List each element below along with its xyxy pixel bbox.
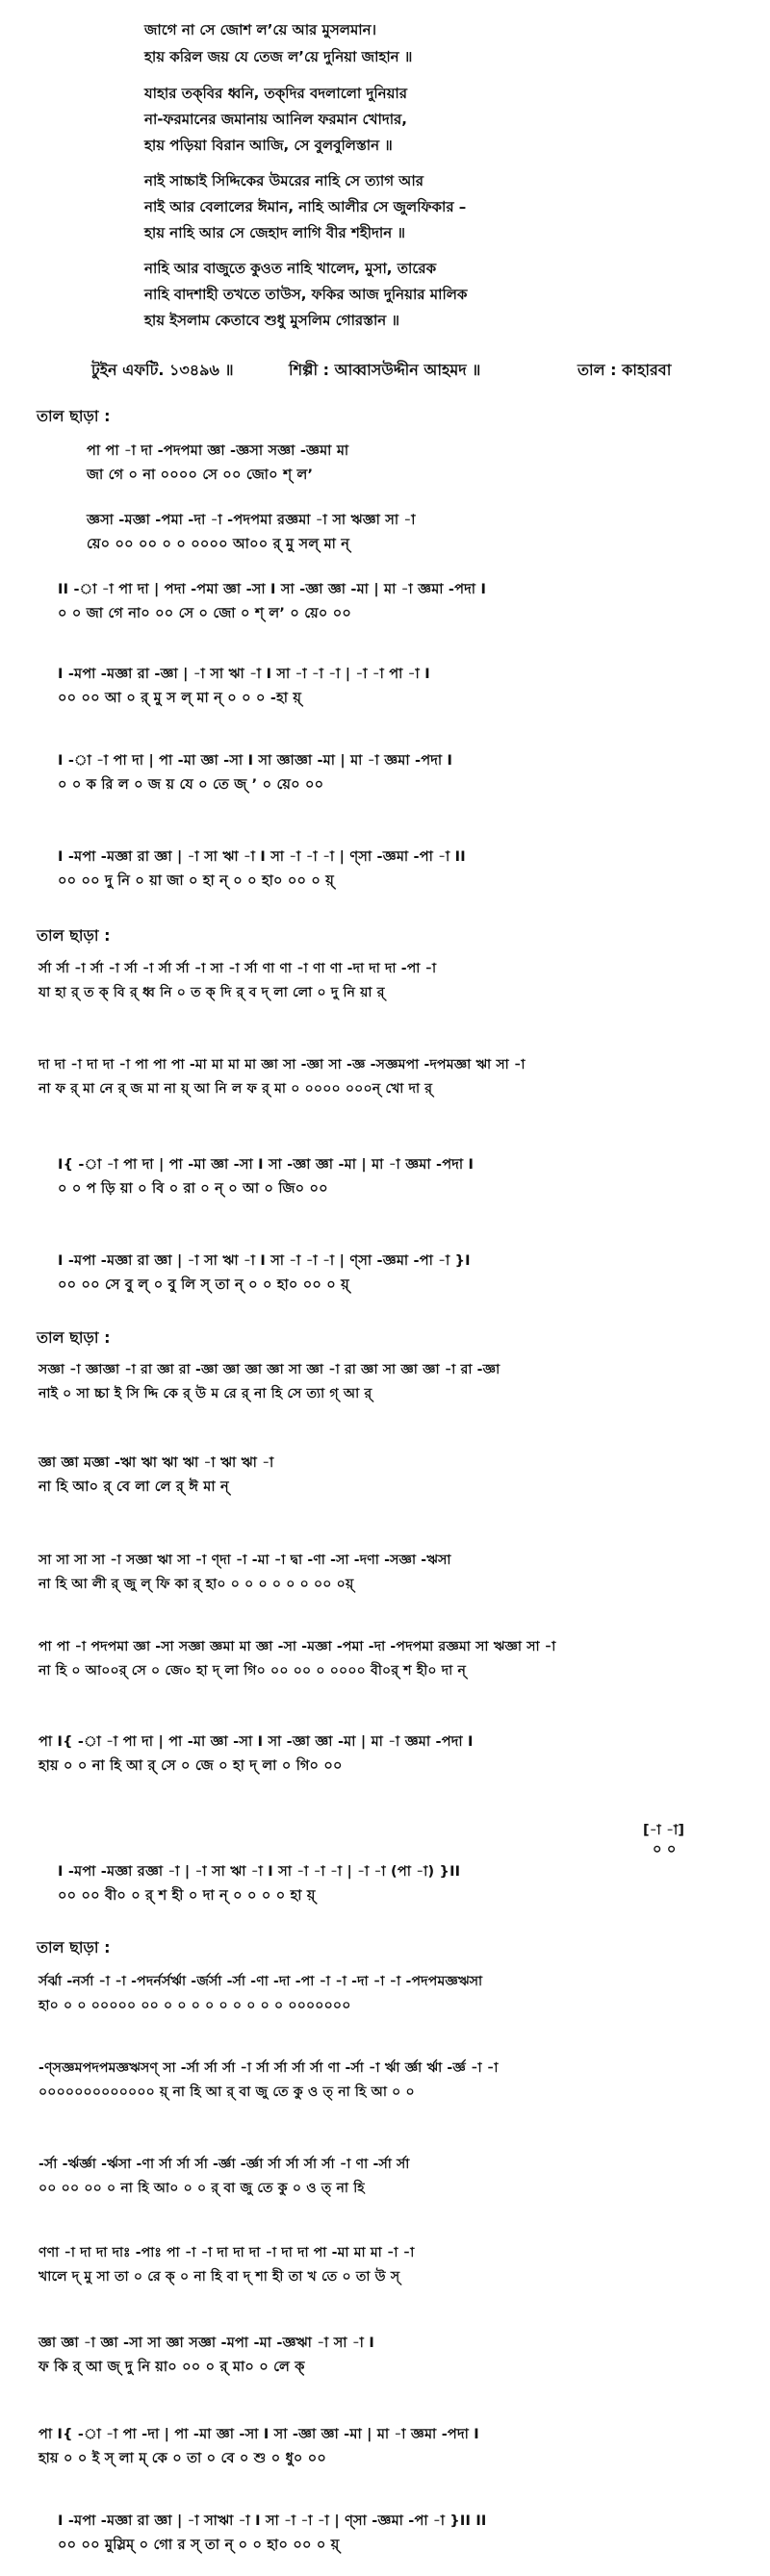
section-label: তাল ছাড়া : <box>37 1938 111 1957</box>
notation-line: I -মপা -মজ্ঞা রজ্ঞা -া | -া সা ঋা -া I সা -া -া -া | -া -া (পা -া) }II <box>58 1864 461 1880</box>
notation-line: পা পা -া পদপমা জ্ঞা -সা সজ্ঞা জ্ঞমা মা জ্ঞা -সা -মজ্ঞা -পমা -দা -পদপমা রজ্ঞমা সা ঋজ্ঞা সা -া <box>38 1639 556 1654</box>
notation-line: -ণ্সজ্ঞমপদপমজ্ঞঋসণ্ সা -র্সা র্সা র্সা -া র্সা র্সা র্সা র্সা ণা -র্সা -া র্ঋা র্জ্ঞা র্ঋা -র্জ্ঞ -া -া <box>38 2060 499 2076</box>
poem-line: নাই আর বেলালের ঈমান, নাহি আলীর সে জুলফিকার – <box>144 198 467 215</box>
notation-line: জ্ঞা জ্ঞা মজ্ঞা -ঋা ঋা ঋা ঋা -া ঋা ঋা -া <box>38 1455 274 1471</box>
lyric-line: জা গে ০ না ০০০০ সে ০০ জো০ শ্ ল’ <box>87 467 314 483</box>
lyric-line: ০ ০ প ড়ি য়া ০ বি ০ রা ০ ন্ ০ আ ০ জি০ ০০ <box>58 1181 328 1197</box>
notation-line: পা পা -া দা -পদপমা জ্ঞা -জ্ঞসা সজ্ঞা -জ্ঞমা মা <box>87 443 349 459</box>
poem-line: যাহার তক্‌বির ধ্বনি, তক্‌দির বদলালো দুনিয়ার <box>144 85 408 102</box>
poem-line: না-ফরমানের জমানায় আনিল ফরমান খোদার, <box>144 111 408 128</box>
artist-name: শিল্পী : আব্বাসউদ্দীন আহমদ ॥ <box>289 361 481 379</box>
poem-line: হায় ইসলাম কেতাবে শুধু মুসলিম গোরস্তান ॥ <box>144 312 399 329</box>
taal-name: তাল : কাহারবা <box>578 361 672 379</box>
bracket-note: [-া -া] <box>643 1823 685 1838</box>
notation-line: জ্ঞা জ্ঞা -া জ্ঞা -সা সা জ্ঞা সজ্ঞা -মপা -মা -জ্ঞঋা -া সা -া I <box>38 2336 374 2351</box>
section-label: তাল ছাড়া : <box>37 1328 111 1347</box>
lyric-line: ০০ ০০ মুস্লিম্ ০ গো র স্ তা ন্ ০ ০ হা০ ০০ ০ য়্ <box>58 2538 340 2553</box>
record-number: টুইন এফটি. ১৩৪৯৬ ॥ <box>91 361 234 379</box>
poem-line: নাহি আর বাজুতে কুওত নাহি খালেদ, মুসা, তারেক <box>144 260 437 277</box>
lyric-line: হায় ০ ০ না হি আ র্ সে ০ জে ০ হা দ্ লা ০ গি০ ০০ <box>38 1758 343 1774</box>
lyric-line: ০০০০০০০০০০০০০ য়্ না হি আ র্ বা জু তে কু ও ত্ না হি আ ০ ০ <box>38 2084 415 2100</box>
lyric-line: নাই ০ সা চ্চা ই সি দ্দি কে র্ উ ম রে র্ না হি সে ত্যা গ্ আ র্ <box>38 1386 372 1402</box>
poem-line: হায় পড়িয়া বিরান আজি, সে বুলবুলিস্তান ॥ <box>144 137 393 154</box>
lyric-line: না হি ০ আ০০র্ সে ০ জে০ হা দ্ লা গি০ ০০ ০০ ০ ০০০০ বী০র্ শ হী০ দা ন্ <box>38 1663 467 1679</box>
lyric-line: ০০ ০০ আ ০ র্ মু স ল্ মা ন্ ০ ০ ০ -হা য়্ <box>58 691 302 706</box>
lyric-line: যা হা র্ ত ক্ বি র্ ধ্ব নি ০ ত ক্ দি র্ ব দ্ লা লো ০ দু নি য়া র্ <box>38 985 385 1000</box>
notation-line: I -মপা -মজ্ঞা রা জ্ঞা | -া সা ঋা -া I সা -া -া -া | ণ্সা -জ্ঞমা -পা -া }I <box>58 1253 471 1269</box>
poem-line: হায় নাহি আর সে জেহাদ লাগি বীর শহীদান ॥ <box>144 224 405 241</box>
notation-line: সা সা সা সা -া সজ্ঞা ঋা সা -া ণ্দা -া -মা -া দ্বা -ণা -সা -দণা -সজ্ঞা -ঋসা <box>38 1553 451 1568</box>
poem-line: নাহি বাদশাহী তখতে তাউস, ফকির আজ দুনিয়ার মালিক <box>144 286 468 303</box>
section-label: তাল ছাড়া : <box>37 926 111 945</box>
notation-line: পা I{ -া -া পা দা | পা -মা জ্ঞা -সা I সা -জ্ঞা জ্ঞা -মা | মা -া জ্ঞমা -পদা I <box>38 1734 474 1750</box>
lyric-line: ০০ ০০ দু নি ০ য়া জা ০ হা ন্ ০ ০ হা০ ০০ ০ য়্ <box>58 873 335 889</box>
lyric-line: য়ে০ ০০ ০০ ০ ০ ০০০০ আ০০ র্ মু সল্ মা ন্ <box>87 537 350 552</box>
notation-line: I -মপা -মজ্ঞা রা জ্ঞা | -া সাঋা -া I সা -া -া -া | ণ্সা -জ্ঞমা -পা -া }II II <box>58 2513 487 2529</box>
notation-line: II -া -া পা দা | পদা -পমা জ্ঞা -সা I সা -জ্ঞা জ্ঞা -মা | মা -া জ্ঞমা -পদা I <box>58 582 487 597</box>
notation-line: পা I{ -া -া পা -দা | পা -মা জ্ঞা -সা I সা -জ্ঞা জ্ঞা -মা | মা -া জ্ঞমা -পদা I <box>38 2427 479 2442</box>
poem-line: নাই সাচ্চাই সিদ্দিকের উমরের নাহি সে ত্যাগ আর <box>144 172 424 189</box>
notation-line: -র্সা -র্ঋর্জ্ঞা -র্ঋসা -ণা র্সা র্সা র্সা -র্জ্ঞা -র্জ্ঞা র্সা র্সা র্সা র্সা -া ণা -র্সা র্সা <box>38 2157 410 2172</box>
notation-line: I -মপা -মজ্ঞা রা -জ্ঞা | -া সা ঋা -া I সা -া -া -া | -া -া পা -া I <box>58 667 430 682</box>
lyric-line: ০ ০ জা গে না০ ০০ সে ০ জো ০ শ্ ল’ ০ য়ে০ ০০ <box>58 606 352 621</box>
lyric-line: ০০ ০০ বী০ ০ র্ শ হী ০ দা ন্ ০ ০ ০ ০ হা য়্ <box>58 1888 316 1904</box>
poem-line: হায় করিল জয় যে তেজ ল’য়ে দুনিয়া জাহান ॥ <box>144 48 413 65</box>
lyric-line: না হি আ লী র্ জু ল্ ফি কা র্ হা০ ০ ০ ০ ০ ০ ০ ০০ ০য়্ <box>38 1577 354 1592</box>
notation-line: র্সর্ঝা -নর্সা -া -া -পদর্নর্সর্ঋা -র্জর্সা -র্সা -ণা -দা -পা -া -া -দা -া -া -পদপমজ্ঞঋসা <box>38 1974 483 1989</box>
notation-line: সজ্ঞা -া জ্ঞাজ্ঞা -া রা জ্ঞা রা -জ্ঞা জ্ঞা জ্ঞা জ্ঞা সা জ্ঞা -া রা জ্ঞা সা জ্ঞা জ্ঞা -া রা -জ্ঞা <box>38 1362 500 1377</box>
lyric-line: ফ কি র্ আ জ্ দু নি য়া০ ০০ ০ র্ মা০ ০ লে ক্ <box>38 2360 305 2375</box>
bracket-note-lyric: ০ ০ <box>653 1842 677 1857</box>
lyric-line: না হি আ০ র্ বে লা লে র্ ঈ মা ন্ <box>38 1479 229 1495</box>
lyric-line: ০০ ০০ সে বু ল্ ০ বু লি স্ তা ন্ ০ ০ হা০ ০০ ০ য়্ <box>58 1277 349 1293</box>
notation-line: জ্ঞসা -মজ্ঞা -পমা -দা -া -পদপমা রজ্ঞমা -া সা ঋজ্ঞা সা -া <box>87 513 416 528</box>
lyric-line: হা০ ০ ০ ০০০০০ ০০ ০ ০ ০ ০ ০ ০ ০ ০ ০ ০০০০০০০ <box>38 1998 351 2013</box>
notation-line: I -া -া পা দা | পা -মা জ্ঞা -সা I সা জ্ঞাজ্ঞা -মা | মা -া জ্ঞমা -পদা I <box>58 753 453 769</box>
notation-line: ণণা -া দা দা দাঃ -পাঃ পা -া -া দা দা দা -া দা দা পা -মা মা মা -া -া <box>38 2245 415 2260</box>
notation-line: র্সা র্সা -া র্সা -া র্সা -া র্সা র্সা -া সা -া র্সা ণা ণা -া ণা ণা -দা দা দা -পা -া <box>38 961 437 976</box>
poem-line: জাগে না সে জোশ ল’য়ে আর মুসলমান। <box>144 21 376 38</box>
lyric-line: খালে দ্ মু সা তা ০ রে ক্ ০ না হি বা দ্ শা হী তা খ তে ০ তা উ স্ <box>38 2269 400 2285</box>
notation-line: দা দা -া দা দা -া পা পা পা -মা মা মা মা জ্ঞা সা -জ্ঞা সা -জ্ঞ -সজ্ঞমপা -দপমজ্ঞা ঋা সা -া <box>38 1057 526 1073</box>
lyric-line: না ফ র্ মা নে র্ জ মা না য়্ আ নি ল ফ র্ মা ০ ০০০০ ০০০ন্ খো দা র্ <box>38 1081 433 1097</box>
notation-line: I{ -া -া পা দা | পা -মা জ্ঞা -সা I সা -জ্ঞা জ্ঞা -মা | মা -া জ্ঞমা -পদা I <box>58 1157 475 1173</box>
lyric-line: ০ ০ ক রি ল ০ জ য় যে ০ তে জ্ ’ ০ য়ে০ ০০ <box>58 777 324 793</box>
lyric-line: ০০ ০০ ০০ ০ না হি আ০ ০ ০ র্ বা জু তে কু ০ ও ত্ না হি <box>38 2181 365 2196</box>
notation-line: I -মপা -মজ্ঞা রা জ্ঞা | -া সা ঋা -া I সা -া -া -া | ণ্সা -জ্ঞমা -পা -া II <box>58 849 466 865</box>
lyric-line: হায় ০ ০ ই স্ লা ম্ কে ০ তা ০ বে ০ শু ০ ধু০ ০০ <box>38 2451 327 2466</box>
section-label: তাল ছাড়া : <box>37 407 111 425</box>
